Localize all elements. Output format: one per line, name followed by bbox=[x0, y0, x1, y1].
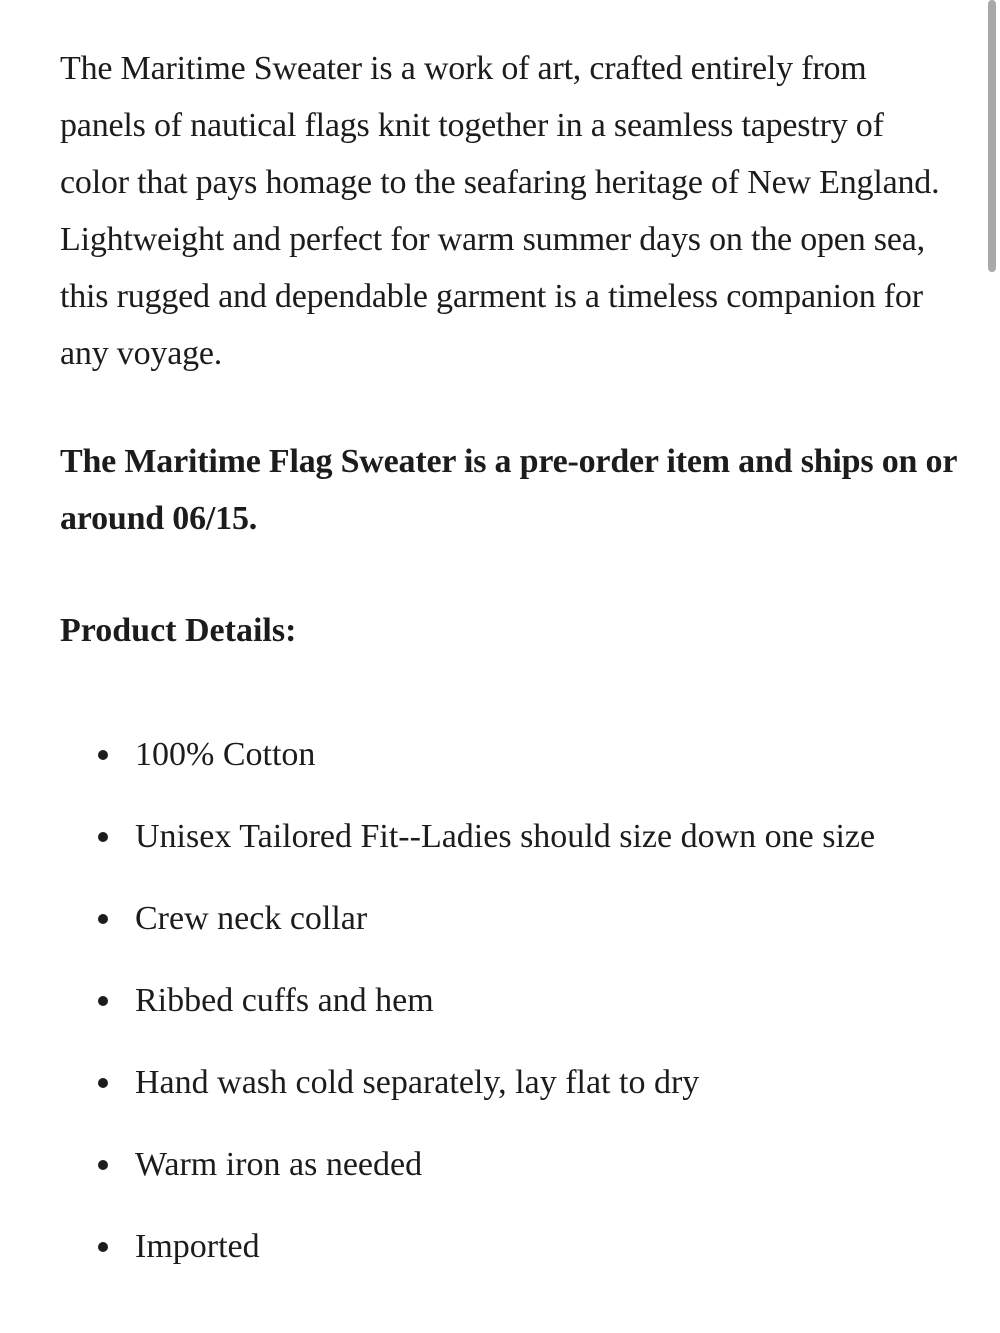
list-item bbox=[60, 808, 960, 865]
list-item-text: Ribbed cuffs and hem bbox=[135, 982, 434, 1019]
bullet-icon bbox=[98, 750, 108, 760]
bullet-icon bbox=[98, 1078, 108, 1088]
list-item-text: Hand wash cold separately, lay flat to dry bbox=[135, 1064, 700, 1101]
list-item-text: Imported bbox=[135, 1228, 260, 1265]
bullet-icon bbox=[98, 914, 108, 924]
bullet-icon bbox=[98, 832, 108, 842]
vertical-scrollbar[interactable] bbox=[988, 0, 996, 272]
bullet-icon bbox=[98, 1160, 108, 1170]
list-item-text: Unisex Tailored Fit--Ladies should size down one size bbox=[135, 818, 876, 855]
list-item bbox=[60, 726, 960, 783]
list-item bbox=[60, 1136, 960, 1193]
list-item bbox=[60, 972, 960, 1029]
list-item-text: Crew neck collar bbox=[135, 900, 368, 937]
product-details-heading: Product Details: bbox=[60, 612, 297, 649]
product-description: The Maritime Sweater is a work of art, crafted entirely from panels of nautical flags knit together in a seamless tapestry of color that pays homage to the seafaring heritage of New England. Lightweight and perfect for warm summer days on the open sea, this rugged and dependable garment is a timeless companion for any voyage. bbox=[60, 50, 940, 372]
product-description-section bbox=[60, 40, 960, 1300]
preorder-notice: The Maritime Flag Sweater is a pre-order item and ships on or around 06/15. bbox=[60, 443, 957, 537]
list-item bbox=[60, 890, 960, 947]
list-item bbox=[60, 1218, 960, 1275]
product-details-list bbox=[60, 726, 960, 1275]
list-item-text: Warm iron as needed bbox=[135, 1146, 423, 1183]
bullet-icon bbox=[98, 1242, 108, 1252]
bullet-icon bbox=[98, 996, 108, 1006]
list-item bbox=[60, 1054, 960, 1111]
list-item-text: 100% Cotton bbox=[135, 736, 316, 773]
